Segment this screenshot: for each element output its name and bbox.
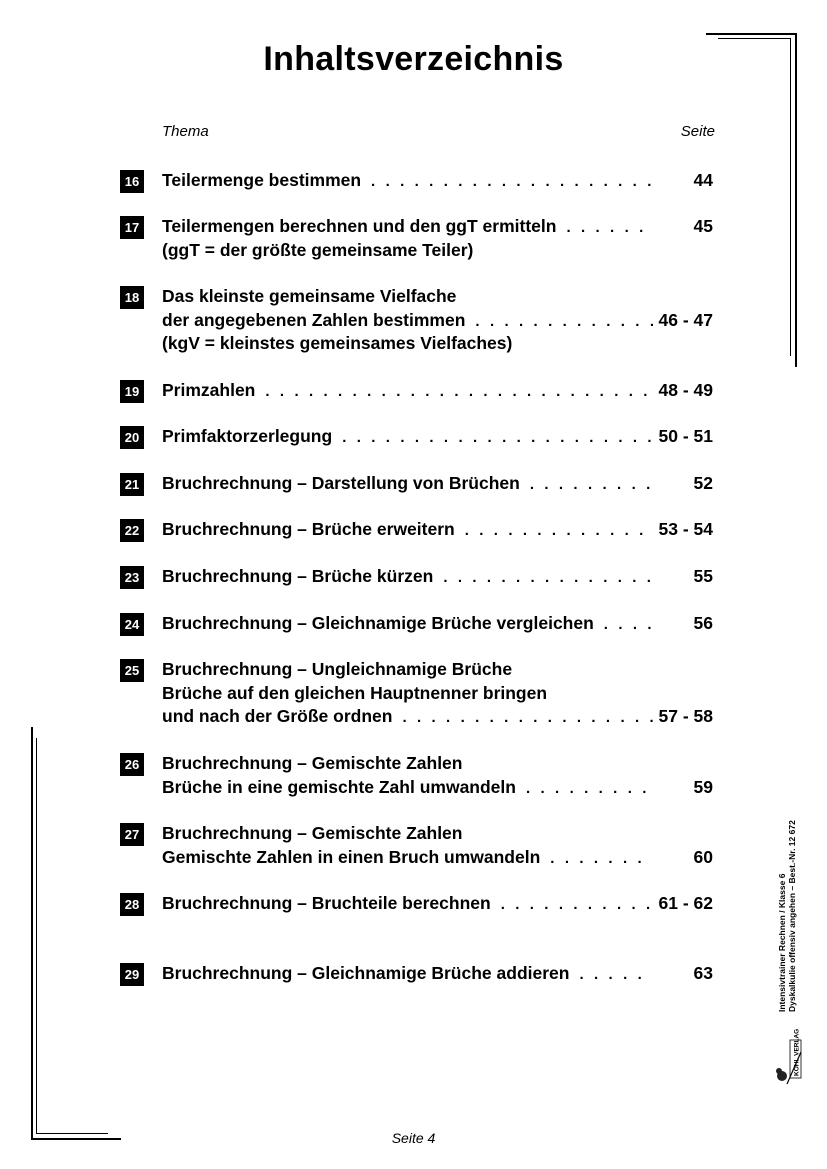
toc-entry-lines <box>162 613 713 637</box>
dot-leader <box>520 476 653 493</box>
toc-entry-lines <box>162 170 713 194</box>
dot-leader <box>540 850 653 867</box>
dot-leader <box>392 709 653 726</box>
toc-topic-text: Teilermengen berechnen und den ggT ermitteln <box>162 216 557 236</box>
toc-entry <box>120 216 713 296</box>
chapter-number-badge: 28 <box>120 893 144 916</box>
toc-topic-text: Bruchrechnung – Bruchteile berechnen <box>162 893 491 913</box>
frame-top-right-line-1 <box>706 33 795 35</box>
chapter-number-badge: 16 <box>120 170 144 193</box>
toc-entry-lines <box>162 216 713 263</box>
frame-right-line-1 <box>795 33 797 367</box>
toc-line <box>162 473 713 497</box>
chapter-number-badge: 19 <box>120 380 144 403</box>
toc-topic-text: (ggT = der größte gemeinsame Teiler) <box>162 239 474 260</box>
toc-topic-text: Brüche in eine gemischte Zahl umwandeln <box>162 776 516 797</box>
toc-page-number: 56 <box>693 613 713 633</box>
toc-topic-text: Bruchrechnung – Gemischte Zahlen <box>162 753 463 773</box>
toc-entry-lines <box>162 426 713 450</box>
toc-topic-text: Bruchrechnung – Brüche erweitern <box>162 519 455 539</box>
toc-entry <box>120 893 713 973</box>
toc-line <box>162 310 713 334</box>
toc-entry-lines <box>162 753 713 800</box>
toc-line <box>162 216 713 240</box>
toc-page-number: 53 - 54 <box>658 519 713 539</box>
toc-topic-text: und nach der Größe ordnen <box>162 706 393 726</box>
frame-left-line-2 <box>36 738 37 1134</box>
page-title: Inhaltsverzeichnis <box>263 40 564 78</box>
toc-line <box>162 963 713 987</box>
chapter-number-badge: 25 <box>120 659 144 682</box>
chapter-number-badge: 26 <box>120 753 144 776</box>
toc-topic-text: Brüche auf den gleichen Hauptnenner bringen <box>162 682 548 703</box>
toc-page-number: 52 <box>693 473 713 493</box>
frame-right-line-2 <box>790 38 791 356</box>
dot-leader <box>491 896 653 913</box>
toc-topic-text: (kgV = kleinstes gemeinsames Vielfaches) <box>162 333 513 353</box>
toc-page-number: 44 <box>693 170 713 190</box>
toc-line <box>162 753 713 777</box>
toc-topic-text: Bruchrechnung – Gleichnamige Brüche vergleichen <box>162 613 594 633</box>
toc-page-number: 45 <box>693 216 713 236</box>
toc-line <box>162 286 713 310</box>
toc-line <box>162 519 713 543</box>
toc-topic-text: Gemischte Zahlen in einen Bruch umwandeln <box>162 846 541 867</box>
chapter-number-badge: 17 <box>120 216 144 239</box>
toc-entry <box>120 286 713 366</box>
frame-top-right-line-2 <box>718 38 790 39</box>
toc-topic-text: Bruchrechnung – Gemischte Zahlen <box>162 823 463 843</box>
dot-leader <box>465 313 653 330</box>
dot-leader <box>332 429 653 446</box>
dot-leader <box>455 522 653 539</box>
toc-page-number: 61 - 62 <box>658 893 713 913</box>
column-header-page: Seite <box>680 123 715 140</box>
toc-entry-lines <box>162 823 713 870</box>
toc-entry <box>120 659 713 739</box>
toc-entry-lines <box>162 659 713 730</box>
chapter-number-badge: 29 <box>120 963 144 986</box>
toc-entry-lines <box>162 286 713 357</box>
dot-leader <box>556 219 653 236</box>
toc-topic-text: Bruchrechnung – Ungleichnamige Brüche <box>162 659 513 679</box>
page-footer: Seite 4 <box>391 1130 436 1146</box>
dot-leader <box>433 569 653 586</box>
chapter-number-badge: 22 <box>120 519 144 542</box>
toc-line <box>162 613 713 637</box>
dot-leader <box>594 616 653 633</box>
toc-line <box>162 566 713 590</box>
toc-page-number: 55 <box>693 566 713 586</box>
column-header-topic: Thema <box>162 123 209 140</box>
toc-line <box>162 893 713 917</box>
toc-entry <box>120 823 713 903</box>
sidebar-line-1: Intensivtrainer Rechnen / Klasse 6 <box>777 873 787 1012</box>
toc-entry <box>120 753 713 833</box>
toc-line <box>162 823 713 847</box>
toc-line <box>162 847 713 871</box>
toc-line <box>162 240 713 264</box>
chapter-number-badge: 24 <box>120 613 144 636</box>
toc-line <box>162 683 713 707</box>
toc-entry-lines <box>162 893 713 917</box>
toc-line <box>162 170 713 194</box>
dot-leader <box>516 780 653 797</box>
toc-page-number: 59 <box>693 776 713 797</box>
toc-line <box>162 777 713 801</box>
toc-topic-text: Bruchrechnung – Darstellung von Brüchen <box>162 473 520 493</box>
publisher-logo <box>773 1022 805 1086</box>
chapter-number-badge: 20 <box>120 426 144 449</box>
toc-line <box>162 426 713 450</box>
toc-page-number: 48 - 49 <box>658 380 713 400</box>
toc-topic-text: Teilermenge bestimmen <box>162 170 362 190</box>
toc-page-number: 50 - 51 <box>658 426 713 446</box>
dot-leader <box>569 966 653 983</box>
toc-entry-lines <box>162 380 713 404</box>
toc-line <box>162 706 713 730</box>
toc-topic-text: Das kleinste gemeinsame Vielfache <box>162 286 457 306</box>
toc-page-number: 57 - 58 <box>658 706 713 726</box>
dot-leader <box>361 173 653 190</box>
toc-entry-lines <box>162 473 713 497</box>
frame-left-line-1 <box>31 727 33 1138</box>
chapter-number-badge: 18 <box>120 286 144 309</box>
logo-text: KOHL VERLAG <box>793 1028 801 1076</box>
publisher-sidebar-text <box>777 752 797 1012</box>
toc-line <box>162 333 713 357</box>
toc-topic-text: der angegebenen Zahlen bestimmen <box>162 309 466 330</box>
toc-page-number: 60 <box>693 846 713 867</box>
toc-topic-text: Bruchrechnung – Brüche kürzen <box>162 566 434 586</box>
toc-entry <box>120 963 713 1043</box>
chapter-number-badge: 23 <box>120 566 144 589</box>
toc-topic-text: Primfaktorzerlegung <box>162 426 333 446</box>
toc-line <box>162 659 713 683</box>
toc-page-number: 63 <box>693 963 713 983</box>
chapter-number-badge: 21 <box>120 473 144 496</box>
dot-leader <box>255 383 653 400</box>
toc-entry-lines <box>162 963 713 987</box>
toc-line <box>162 380 713 404</box>
toc-page-number: 46 - 47 <box>658 309 713 330</box>
sidebar-line-2: Dyskalkulie offensiv angehen – Best.-Nr. 12 672 <box>787 820 797 1012</box>
toc-topic-text: Bruchrechnung – Gleichnamige Brüche addieren <box>162 963 570 983</box>
chapter-number-badge: 27 <box>120 823 144 846</box>
toc-entry-lines <box>162 519 713 543</box>
toc-topic-text: Primzahlen <box>162 380 256 400</box>
toc-entry-lines <box>162 566 713 590</box>
